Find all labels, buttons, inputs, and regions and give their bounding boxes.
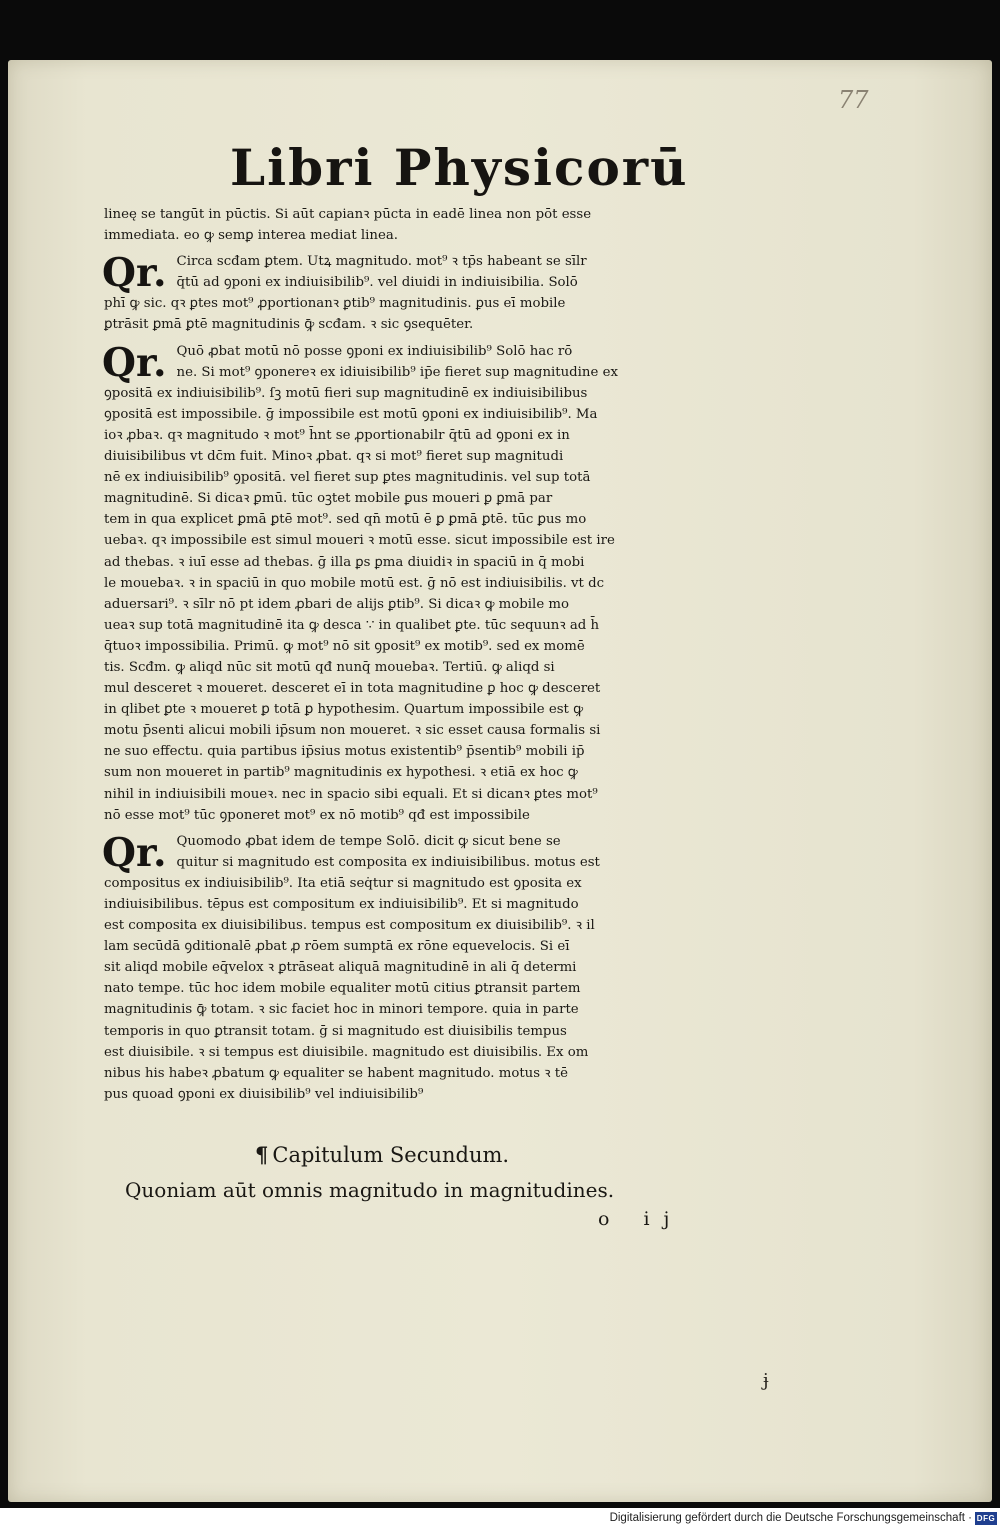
paragraph (104, 204, 722, 246)
text-line: temporis in quo ꝑtransit totam. ḡ si magnitudo est diuisibilis tempus (104, 1023, 567, 1039)
text-line: magnitudinis ꝙ̄ totam. ꝛ sic faciet hoc in minori tempore. quia in parte (104, 1002, 579, 1018)
text-line: aduersari⁹. ꝛ sīlr nō pt idem ꝓbari de alijs ꝑtib⁹. Si dicaꝛ ꝙ mobile mo (104, 596, 570, 612)
paragraph (104, 341, 722, 826)
text-line: ꝯpositā ex indiuisibilib⁹. ſꝫ motū fieri sup magnitudinē ex indiuisibilibus (104, 385, 588, 401)
text-line: nato tempe. tūc hoc idem mobile equaliter motū citius ꝑtransit partem (104, 981, 581, 997)
text-line: Circa scđam ꝑtem. Utꝝ magnitudo. mot⁹ ꝛ tp̄s habeant se sīlr (176, 254, 587, 270)
pilcrow-icon: ¶ (255, 1142, 269, 1167)
text-line: immediata. eo ꝙ semꝑ interea mediat linea. (104, 228, 399, 244)
chapter-heading (255, 1142, 509, 1167)
text-line: Quomodo ꝓbat idem de tempe Solō. dicit ꝙ sicut bene se (176, 833, 561, 849)
text-line: Quō ꝓbat motū nō posse ꝯponi ex indiuisibilib⁹ Solō hac rō (176, 343, 573, 359)
text-line: in qlibet ꝑte ꝛ moueret ꝑ totā ꝑ hypothesim. Quartum impossibile est ꝙ (104, 702, 584, 718)
footer-credit: Digitalisierung gefördert durch die Deutsche Forschungsgemeinschaft · (609, 1512, 972, 1524)
chapter-heading-text: Capitulum Secundum. (272, 1143, 510, 1167)
text-line: ioꝛ ꝓbaꝛ. qꝛ magnitudo ꝛ mot⁹ h̄nt se ꝓportionabilr q̄tū ad ꝯponi ex in (104, 427, 570, 443)
incipit-line: Quoniam aūt omnis magnitudo in magnitudines. (125, 1178, 615, 1202)
text-line: nihil in indiuisibili moueꝛ. nec in spacio sibi equali. Et si dicanꝛ ꝑtes mot⁹ (104, 786, 598, 802)
text-line: nō esse mot⁹ tūc ꝯponeret mot⁹ ex nō motib⁹ qđ est impossibile (104, 807, 530, 823)
text-line: diuisibilibus vt dc̄m fuit. Minoꝛ ꝓbat. qꝛ si mot⁹ fieret sup magnitudi (104, 449, 564, 465)
text-line: lineę se tangūt in pūctis. Si aūt capianꝛ pūcta in eadē linea non pōt esse (104, 207, 592, 222)
text-line: sit aliqd mobile eq̄velox ꝛ ꝑtrāseat aliquā magnitudinē in ali q̄ determi (104, 960, 577, 976)
paragraph-initial: Qr. (102, 829, 167, 876)
text-line: tem in qua explicet ꝑmā ꝑtē mot⁹. sed qn̄ motū ē ꝑ ꝑmā ꝑtē. tūc ꝑus mo (104, 512, 587, 528)
text-line: ne. Si mot⁹ ꝯponereꝛ ex idiuisibilib⁹ ip̄e fieret sup magnitudine ex (176, 364, 618, 380)
text-line: indiuisibilibus. tēpus est compositum ex indiuisibilib⁹. Et si magnitudo (104, 897, 579, 912)
text-line: ꝯpositā est impossibile. ḡ impossibile est motū ꝯponi ex indiuisibilib⁹. Ma (104, 406, 598, 422)
text-line: nē ex indiuisibilib⁹ ꝯpositā. vel fieret sup ꝑtes magnitudinis. vel sup totā (104, 470, 591, 486)
paragraph (104, 831, 722, 1105)
paragraph-initial: Qr. (102, 339, 167, 386)
text-line: pus quoad ꝯponi ex diuisibilib⁹ vel indiuisibilib⁹ (104, 1086, 424, 1102)
text-line: magnitudinē. Si dicaꝛ ꝑmū. tūc oꝫtet mobile ꝑus moueri ꝑ ꝑmā par (104, 491, 553, 507)
stray-mark: ɉ (763, 1370, 769, 1391)
text-line: motu p̄senti alicui mobili ip̄sum non moueret. ꝛ sic esset causa formalis si (104, 723, 601, 739)
text-line: est diuisibile. ꝛ si tempus est diuisibile. magnitudo est diuisibilis. Ex om (104, 1044, 589, 1060)
text-line: phī ꝙ sic. qꝛ ꝑtes mot⁹ ꝓportionanꝛ ꝑtib⁹ magnitudinis. ꝑus eī mobile (104, 296, 566, 312)
dfg-logo-icon: DFG (976, 1514, 996, 1523)
text-line: lam secūdā ꝯditionalē ꝓbat ꝓ rōem sumptā ex rōne equevelocis. Si eī (104, 939, 570, 955)
text-line: le mouebaꝛ. ꝛ in spaciū in quo mobile motū est. ḡ nō est indiuisibilis. vt dc (104, 575, 605, 591)
text-line: ꝑtrāsit ꝑmā ꝑtē magnitudinis ꝙ̄ scđam. ꝛ sic ꝯsequēter. (104, 317, 474, 333)
text-line: ne suo effectu. quia partibus ip̄sius motus existentib⁹ p̄sentib⁹ mobili ip̄ (104, 744, 585, 760)
text-line: ueaꝛ sup totā magnitudinē ita ꝙ desca ∵ in qualibet ꝑte. tūc sequunꝛ ad h̄ (104, 617, 600, 633)
text-line: q̄tuoꝛ impossibilia. Primū. ꝙ mot⁹ nō sit ꝯposit⁹ ex motib⁹. sed ex momē (104, 638, 585, 654)
text-line: compositus ex indiuisibilib⁹. Ita etiā seq̇tur si magnitudo est ꝯposita ex (104, 875, 582, 891)
running-head: Libri Physicorū (230, 138, 689, 197)
footer-band (0, 1508, 1000, 1530)
text-line: quitur si magnitudo est composita ex indiuisibilibus. motus est (176, 854, 600, 870)
text-block (104, 204, 722, 1110)
text-line: est composita ex diuisibilibus. tempus est compositum ex diuisibilib⁹. ꝛ il (104, 918, 595, 934)
text-line: sum non moueret in partib⁹ magnitudinis ex hypothesi. ꝛ etiā ex hoc ꝙ (104, 765, 578, 781)
text-line: q̄tū ad ꝯponi ex indiuisibilib⁹. vel diuidi in indiuisibilia. Solō (176, 275, 578, 291)
signature-mark: o ij (598, 1208, 684, 1230)
folio-number: 77 (838, 86, 869, 114)
paragraph-initial: Qr. (102, 250, 167, 297)
paragraph (104, 251, 722, 335)
text-line: uebaꝛ. qꝛ impossibile est simul moueri ꝛ motū esse. sicut impossibile est ire (104, 533, 615, 549)
text-line: tis. Scđm. ꝙ aliqd nūc sit motū qđ nunq̄ mouebaꝛ. Tertiū. ꝙ aliqd si (104, 659, 555, 675)
text-line: nibus his habeꝛ ꝓbatum ꝙ equaliter se habent magnitudo. motus ꝛ tē (104, 1065, 569, 1081)
text-line: ad thebas. ꝛ iuī esse ad thebas. ḡ illa ꝑs ꝑma diuidiꝛ in spaciū in q̄ mobi (104, 554, 585, 570)
text-line: mul desceret ꝛ moueret. desceret eī in tota magnitudine ꝑ hoc ꝙ desceret (104, 681, 601, 697)
